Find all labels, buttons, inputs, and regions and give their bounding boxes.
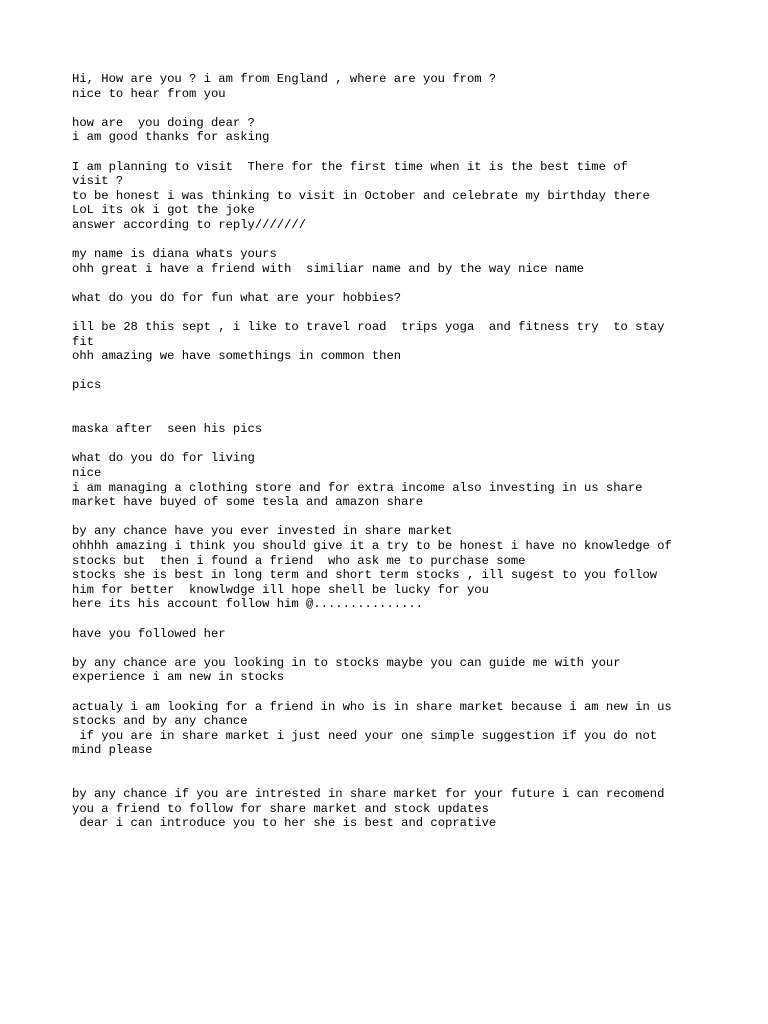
blank-line: [72, 408, 702, 423]
text-line: ohh great i have a friend with similiar name and by the way nice name: [72, 261, 584, 276]
text-line: you a friend to follow for share market and stock updates: [72, 801, 489, 816]
blank-line: [72, 306, 702, 321]
blank-line: [72, 758, 702, 773]
blank-line: [72, 364, 702, 379]
text-line: I am planning to visit There for the first time when it is the best time of: [72, 159, 628, 174]
text-line: pics: [72, 378, 102, 393]
blank-line: [72, 393, 702, 408]
blank-line: [72, 685, 702, 700]
text-line: fit: [72, 334, 94, 349]
blank-line: [72, 276, 702, 291]
text-line: ohh amazing we have somethings in common then: [72, 349, 402, 364]
text-line: stocks and by any chance: [72, 714, 248, 729]
text-line: stocks but then i found a friend who ask me to purchase some: [72, 553, 526, 568]
text-line: by any chance have you ever invested in share market: [72, 524, 453, 539]
blank-line: [72, 145, 702, 160]
text-line: LoL its ok i got the joke: [72, 203, 255, 218]
text-line: have you followed her: [72, 626, 226, 641]
text-line: experience i am new in stocks: [72, 670, 285, 685]
text-line: Hi, How are you ? i am from England , where are you from ?: [72, 72, 497, 86]
text-line: him for better knowlwdge ill hope shell be lucky for you: [72, 582, 489, 597]
text-line: answer according to reply///////: [72, 217, 307, 232]
blank-line: [72, 612, 702, 627]
blank-line: [72, 437, 702, 452]
text-line: i am managing a clothing store and for extra income also investing in us share: [72, 480, 643, 495]
text-line: to be honest i was thinking to visit in October and celebrate my birthday there: [72, 188, 650, 203]
text-line: maska after seen his pics: [72, 422, 263, 437]
text-line: my name is diana whats yours: [72, 247, 277, 262]
text-line: actualy i am looking for a friend in who is in share market because i am new in us: [72, 699, 672, 714]
text-line: by any chance if you are intrested in share market for your future i can recomend: [72, 787, 665, 802]
text-line: i am good thanks for asking: [72, 130, 270, 145]
blank-line: [72, 101, 702, 116]
text-line: ohhhh amazing i think you should give it a try to be honest i have no knowledge of: [72, 539, 672, 553]
text-line: visit ?: [72, 174, 124, 189]
document-page: [72, 72, 702, 831]
text-line: mind please: [72, 743, 153, 758]
text-line: nice to hear from you: [72, 86, 226, 101]
text-line: what do you do for living: [72, 451, 255, 466]
text-line: dear i can introduce you to her she is best and coprative: [72, 816, 497, 831]
text-line: here its his account follow him @...............: [72, 597, 424, 612]
blank-line: [72, 773, 702, 788]
text-line: ill be 28 this sept , i like to travel road trips yoga and fitness try to stay: [72, 320, 665, 335]
blank-line: [72, 510, 702, 525]
text-line: market have buyed of some tesla and amazon share: [72, 495, 424, 510]
text-line: stocks she is best in long term and short term stocks , ill sugest to you follow: [72, 568, 658, 583]
text-line: if you are in share market i just need your one simple suggestion if you do not: [72, 728, 658, 743]
blank-line: [72, 233, 702, 248]
text-line: nice: [72, 466, 102, 481]
text-line: what do you do for fun what are your hobbies?: [72, 290, 402, 305]
blank-line: [72, 641, 702, 656]
text-line: by any chance are you looking in to stocks maybe you can guide me with your: [72, 655, 621, 670]
text-line: how are you doing dear ?: [72, 115, 255, 130]
